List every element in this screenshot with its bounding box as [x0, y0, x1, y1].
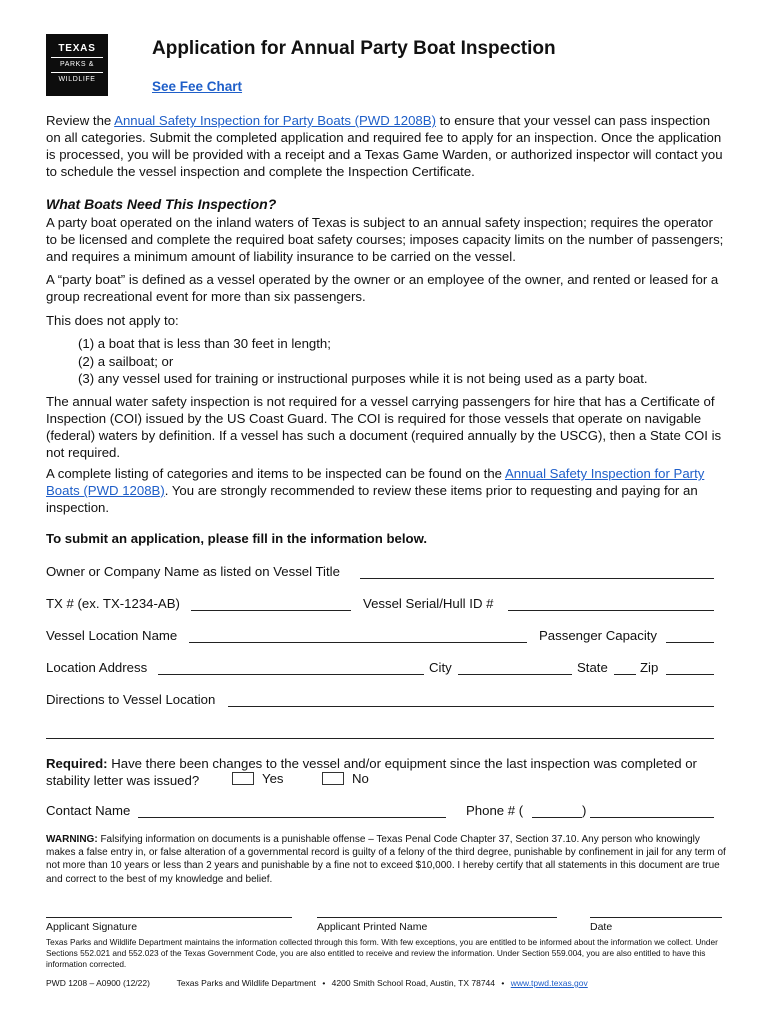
warning-label: WARNING:	[46, 834, 98, 845]
directions-field[interactable]	[228, 706, 714, 707]
logo-parks: PARKS &	[59, 61, 95, 68]
paragraph-party-boat-definition: A “party boat” is defined as a vessel operated by the owner or an employee of the owner, and rented or leased for a group recreational event for more than six passengers.	[46, 272, 719, 304]
owner-name-field[interactable]	[360, 578, 714, 579]
required-label: Required:	[46, 756, 108, 771]
warning-text	[46, 833, 726, 886]
pwd-1208b-link[interactable]: Annual Safety Inspection for Party Boats (PWD 1208B)	[114, 113, 436, 128]
passenger-capacity-field[interactable]	[666, 642, 714, 643]
submit-heading: To submit an application, please fill in the information below.	[46, 531, 428, 546]
exclusions-list	[78, 335, 648, 388]
printed-name-label: Applicant Printed Name	[317, 921, 428, 933]
tpwd-logo	[46, 34, 108, 96]
date-field[interactable]	[590, 917, 722, 918]
fee-chart-link[interactable]: See Fee Chart	[152, 79, 243, 94]
logo-wildlife: WILDLIFE	[58, 76, 96, 83]
directions-label: Directions to Vessel Location	[46, 692, 216, 707]
capacity-label: Passenger Capacity	[539, 628, 658, 643]
serial-label: Vessel Serial/Hull ID #	[363, 596, 494, 611]
intro-text-post: to ensure that your vessel can pass inspection on all categories. Submit the completed application and required fee to apply for an inspection. Once the application is processed, you will be provided with a receipt and a Texas Game Warden, or authorized inspector will contact you to schedule the vessel inspection and complete the Inspection Certificate.	[46, 113, 723, 179]
phone-paren-close: )	[582, 803, 587, 818]
department-name: Texas Parks and Wildlife Department	[176, 978, 316, 988]
listing-text-pre: A complete listing of categories and items to be inspected can be found on the	[46, 466, 505, 481]
serial-hull-field[interactable]	[508, 610, 714, 611]
city-label: City	[429, 660, 452, 675]
directions-field-line-2[interactable]	[46, 738, 714, 739]
yes-label: Yes	[262, 771, 284, 786]
tx-number-label: TX # (ex. TX-1234-AB)	[46, 596, 180, 611]
footer-bullet: •	[501, 978, 505, 988]
page-title: Application for Annual Party Boat Inspection	[152, 38, 556, 59]
privacy-notice: Texas Parks and Wildlife Department maintains the information collected through this form. With few exceptions, you are entitled to be informed about the information we collect. Under Sections 552.021 and 552.023 of the Texas Government Code, you are also entitled to receive and review the information. Under Section 559.004, you are also entitled to have this information corrected.	[46, 937, 718, 969]
date-label: Date	[590, 921, 613, 933]
zip-field[interactable]	[666, 674, 714, 675]
state-label: State	[577, 660, 608, 675]
signature-label: Applicant Signature	[46, 921, 138, 933]
paragraph-listing	[46, 465, 726, 516]
department-address: 4200 Smith School Road, Austin, TX 78744	[331, 978, 496, 988]
yes-checkbox[interactable]	[232, 772, 254, 785]
contact-label: Contact Name	[46, 803, 131, 818]
required-text: Have there been changes to the vessel and/or equipment since the last inspection was completed or stability letter was issued?	[46, 756, 697, 788]
tx-number-field[interactable]	[191, 610, 351, 611]
zip-label: Zip	[640, 660, 659, 675]
location-name-label: Vessel Location Name	[46, 628, 178, 643]
applicant-printed-name-field[interactable]	[317, 917, 557, 918]
website-link[interactable]: www.tpwd.texas.gov	[510, 978, 588, 988]
state-field[interactable]	[614, 674, 636, 675]
footer-bullet: •	[322, 978, 326, 988]
city-field[interactable]	[458, 674, 572, 675]
address-label: Location Address	[46, 660, 148, 675]
list-item: (2) a sailboat; or	[78, 353, 174, 369]
intro-paragraph	[46, 112, 726, 180]
applicant-signature-field[interactable]	[46, 917, 292, 918]
location-address-field[interactable]	[158, 674, 424, 675]
no-label: No	[352, 771, 369, 786]
required-question	[46, 755, 736, 789]
phone-number-field[interactable]	[590, 817, 714, 818]
paragraph-coi: The annual water safety inspection is not required for a vessel carrying passengers for hire that has a Certificate of Inspection (COI) issued by the US Coast Guard. The COI is required for those vessels that operate on navigable (federal) waters by definition. If a vessel has such a document (required annually by the USCG), then a State COI is not required.	[46, 394, 722, 460]
list-item: (1) a boat that is less than 30 feet in length;	[78, 336, 331, 351]
footer	[46, 978, 588, 988]
owner-label: Owner or Company Name as listed on Vessel Title	[46, 564, 340, 579]
location-name-field[interactable]	[189, 642, 527, 643]
list-item: (3) any vessel used for training or instructional purposes while it is not being used as a party boat.	[78, 371, 648, 386]
paragraph-exclusions-intro: This does not apply to:	[46, 313, 179, 328]
contact-name-field[interactable]	[138, 817, 446, 818]
warning-body: Falsifying information on documents is a punishable offense – Texas Penal Code Chapter 37, Section 37.10. Any person who knowingly makes a false entry in, or false alteration of a governmental record is guilty of a felony of the third degree, punishable by confinement in jail for any term of not more than 10 years or less than 2 years and punishable by a fine not to exceed $10,000. I hereby certify that all statements in this document are true and correct to the best of my knowledge and belief.	[46, 834, 726, 885]
logo-rule	[51, 57, 103, 58]
pwd-1208b-link-2[interactable]: Annual Safety Inspection for Party Boats (PWD 1208B)	[46, 466, 705, 498]
logo-texas: TEXAS	[58, 43, 96, 54]
phone-area-code-field[interactable]	[532, 817, 582, 818]
paragraph-party-boat-rules: A party boat operated on the inland waters of Texas is subject to an annual safety inspection; requires the operator to be licensed and complete the required boat safety courses; imposes capacity limits on the number of passengers; and requires a minimum amount of liability insurance to be carried on the vessel.	[46, 215, 724, 264]
phone-label: Phone # (	[466, 803, 524, 818]
logo-rule	[51, 72, 103, 73]
intro-text-pre: Review the	[46, 113, 115, 128]
listing-text-post: . You are strongly recommended to review these items prior to requesting and paying for an inspection.	[46, 483, 698, 515]
section-heading: What Boats Need This Inspection?	[46, 196, 277, 212]
form-number: PWD 1208 – A0900 (12/22)	[46, 978, 150, 988]
no-checkbox[interactable]	[322, 772, 344, 785]
